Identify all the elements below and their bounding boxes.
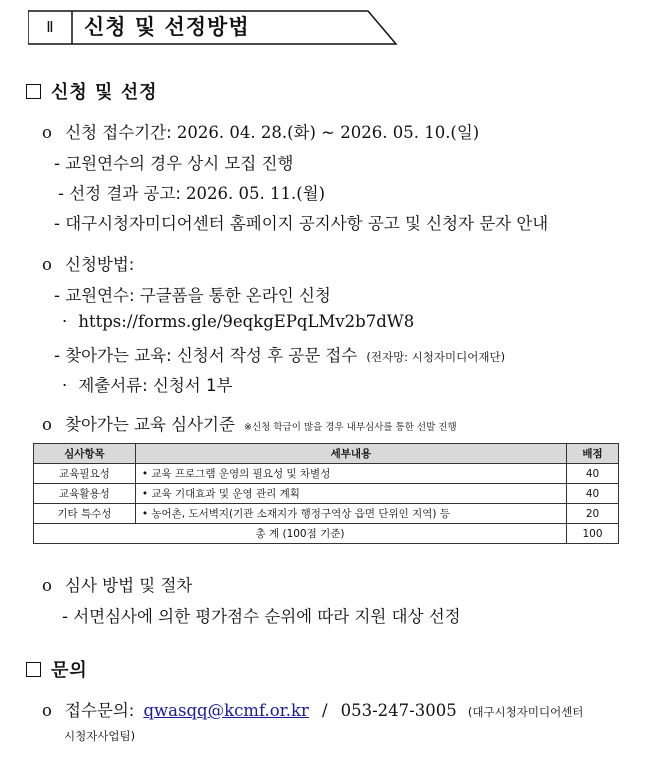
contact-line: o 접수문의: qwasqq@kcmf.or.kr / 053-247-3005 (대구시청자미디어센터 — [42, 701, 584, 720]
table-cell-score: 20 — [567, 504, 619, 524]
table-cell-score: 40 — [567, 484, 619, 504]
table-header-detail: 세부내용 — [135, 444, 566, 464]
table-total-row — [34, 524, 619, 544]
bullet-o: o — [42, 123, 52, 142]
period-label: 신청 접수기간: — [65, 123, 172, 142]
table-row — [34, 484, 619, 504]
review-title: 심사 방법 및 절차 — [65, 576, 193, 595]
table-cell-detail: • 교육 기대효과 및 운영 관리 계획 — [135, 484, 566, 504]
table-cell-score: 40 — [567, 464, 619, 484]
contact-org-line1: (대구시청자미디어센터 — [467, 705, 584, 719]
period-sub-teacher: - 교원연수의 경우 상시 모집 진행 — [54, 154, 294, 173]
method-sub-visit: - 찾아가는 교육: 신청서 작성 후 공문 접수 (전자망: 시청자미디어재단) — [54, 346, 506, 365]
criteria-note: ※신청 학급이 많을 경우 내부심사를 통한 선발 진행 — [244, 422, 457, 433]
contact-separator: / — [321, 701, 328, 720]
criteria-title-line: o 찾아가는 교육 심사기준 ※신청 학급이 많을 경우 내부심사를 통한 선발 진행 — [42, 415, 457, 434]
subsection-title-apply: 신청 및 선정 — [26, 78, 157, 104]
review-title-line: o 심사 방법 및 절차 — [42, 576, 193, 595]
contact-label: 접수문의: — [65, 701, 135, 720]
table-cell-item: 기타 특수성 — [34, 504, 136, 524]
period-sub-notice: - 대구시청자미디어센터 홈페이지 공지사항 공고 및 신청자 문자 안내 — [54, 214, 549, 233]
period-sub-result: - 선정 결과 공고: 2026. 05. 11.(월) — [58, 184, 326, 203]
contact-org-line2: 시청자사업팀) — [64, 729, 136, 743]
criteria-title: 찾아가는 교육 심사기준 — [65, 415, 235, 434]
section-number: Ⅱ — [46, 18, 54, 36]
checkbox-square-icon — [26, 84, 41, 99]
form-url-link[interactable]: https://forms.gle/9eqkgEPqLMv2b7dW8 — [78, 312, 415, 331]
review-sub: - 서면심사에 의한 평가점수 순위에 따라 지원 대상 선정 — [62, 607, 461, 626]
checkbox-square-icon — [26, 662, 41, 677]
contact-phone: 053-247-3005 — [340, 701, 457, 720]
method-sub-teacher: - 교원연수: 구글폼을 통한 온라인 신청 — [54, 286, 331, 305]
section-header — [28, 10, 368, 44]
period-value: 2026. 04. 28.(화) ~ 2026. 05. 10.(일) — [176, 123, 480, 142]
table-cell-item: 교육활용성 — [34, 484, 136, 504]
table-header-item: 심사항목 — [34, 444, 136, 464]
table-total-score: 100 — [567, 524, 619, 544]
table-total-label: 총 계 (100점 기준) — [34, 524, 567, 544]
docs-line: · 제출서류: 신청서 1부 — [62, 376, 233, 395]
table-cell-item: 교육필요성 — [34, 464, 136, 484]
table-row — [34, 504, 619, 524]
table-header-score: 배점 — [567, 444, 619, 464]
table-cell-detail: • 교육 프로그램 운영의 필요성 및 차별성 — [135, 464, 566, 484]
table-row — [34, 464, 619, 484]
criteria-table — [33, 443, 619, 544]
subsection-title-contact: 문의 — [26, 656, 88, 682]
table-cell-detail: • 농어촌, 도서벽지(기관 소재지가 행정구역상 읍면 단위인 지역) 등 — [135, 504, 566, 524]
section-title: 신청 및 선정방법 — [84, 15, 250, 39]
period-line — [42, 119, 479, 143]
table-header-row — [34, 444, 619, 464]
method-line: o 신청방법: — [42, 255, 135, 274]
form-url-line: · https://forms.gle/9eqkgEPqLMv2b7dW8 — [62, 312, 415, 331]
contact-email-link[interactable]: qwasqq@kcmf.or.kr — [143, 701, 309, 720]
